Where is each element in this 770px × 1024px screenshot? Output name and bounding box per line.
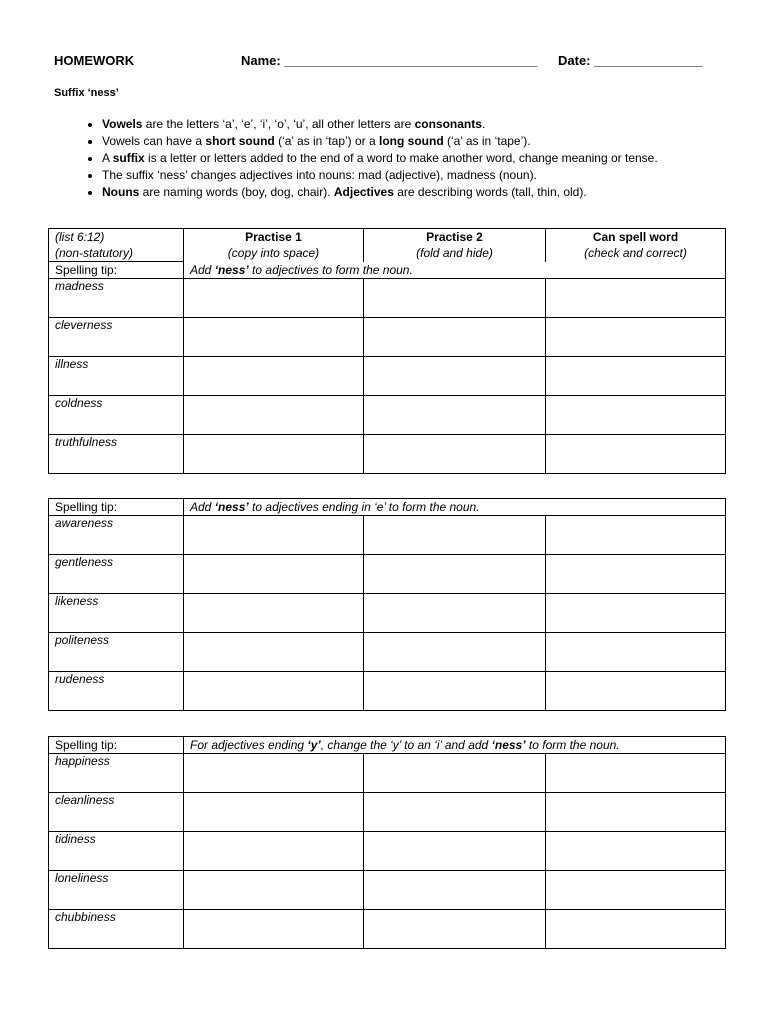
practise-2-box[interactable] xyxy=(364,555,546,594)
practise-1-box[interactable] xyxy=(184,633,364,672)
can-spell-box[interactable] xyxy=(546,516,726,555)
page-subtitle: Suffix ‘ness’ xyxy=(54,87,119,99)
col-sub-practise-2: (fold and hide) xyxy=(364,245,546,262)
spelling-word: truthfulness xyxy=(49,435,184,474)
practise-2-box[interactable] xyxy=(364,279,546,318)
practise-1-box[interactable] xyxy=(184,357,364,396)
practise-1-box[interactable] xyxy=(184,318,364,357)
practise-1-box[interactable] xyxy=(184,793,364,832)
practise-2-box[interactable] xyxy=(364,754,546,793)
practise-2-box[interactable] xyxy=(364,871,546,910)
spelling-word: illness xyxy=(49,357,184,396)
practise-2-box[interactable] xyxy=(364,396,546,435)
word-row xyxy=(49,633,726,672)
practise-1-box[interactable] xyxy=(184,594,364,633)
can-spell-box[interactable] xyxy=(546,754,726,793)
word-row xyxy=(49,357,726,396)
can-spell-box[interactable] xyxy=(546,633,726,672)
practise-1-box[interactable] xyxy=(184,516,364,555)
word-row xyxy=(49,594,726,633)
col-sub-practise-1: (copy into space) xyxy=(184,245,364,262)
practise-1-box[interactable] xyxy=(184,279,364,318)
homework-title: HOMEWORK xyxy=(54,53,135,68)
can-spell-box[interactable] xyxy=(546,357,726,396)
can-spell-box[interactable] xyxy=(546,318,726,357)
spelling-word: cleverness xyxy=(49,318,184,357)
spelling-word: chubbiness xyxy=(49,910,184,949)
word-row xyxy=(49,793,726,832)
spelling-word: awareness xyxy=(49,516,184,555)
col-header-practise-2: Practise 2 xyxy=(364,229,546,246)
can-spell-box[interactable] xyxy=(546,396,726,435)
can-spell-box[interactable] xyxy=(546,279,726,318)
practise-2-box[interactable] xyxy=(364,672,546,711)
can-spell-box[interactable] xyxy=(546,672,726,711)
practise-1-box[interactable] xyxy=(184,754,364,793)
practise-1-box[interactable] xyxy=(184,435,364,474)
bold-term: ‘ness’ xyxy=(214,500,249,514)
spelling-tip-label: Spelling tip: xyxy=(49,262,184,279)
can-spell-box[interactable] xyxy=(546,910,726,949)
word-table-2 xyxy=(48,498,726,711)
can-spell-box[interactable] xyxy=(546,435,726,474)
spelling-tip-text: Add ‘ness’ to adjectives ending in ‘e’ to form the noun. xyxy=(184,499,726,516)
practise-2-box[interactable] xyxy=(364,435,546,474)
can-spell-box[interactable] xyxy=(546,594,726,633)
practise-1-box[interactable] xyxy=(184,396,364,435)
col-header-can-spell: Can spell word xyxy=(546,229,726,246)
name-field[interactable]: Name: ___________________________________ xyxy=(241,53,538,68)
practise-2-box[interactable] xyxy=(364,910,546,949)
bold-term: short sound xyxy=(205,134,275,148)
word-row xyxy=(49,910,726,949)
practise-2-box[interactable] xyxy=(364,594,546,633)
bold-term: Nouns xyxy=(102,185,140,199)
practise-1-box[interactable] xyxy=(184,910,364,949)
word-row xyxy=(49,435,726,474)
word-table-3 xyxy=(48,736,726,949)
spelling-word: madness xyxy=(49,279,184,318)
note-item: • A suffix is a letter or letters added to the end of a word to make another word, change meaning or tense. xyxy=(102,150,752,167)
spelling-word: loneliness xyxy=(49,871,184,910)
bold-term: Vowels xyxy=(102,117,143,131)
list-label: (list 6:12) xyxy=(49,229,184,246)
note-item: • Nouns are naming words (boy, dog, chair). Adjectives are describing words (tall, thin, old). xyxy=(102,184,752,201)
word-row xyxy=(49,516,726,555)
bold-term: ‘ness’ xyxy=(491,738,526,752)
bold-term: long sound xyxy=(379,134,444,148)
practise-2-box[interactable] xyxy=(364,793,546,832)
col-sub-can-spell: (check and correct) xyxy=(546,245,726,262)
practise-2-box[interactable] xyxy=(364,516,546,555)
spelling-word: politeness xyxy=(49,633,184,672)
spelling-tip-label: Spelling tip: xyxy=(49,499,184,516)
practise-1-box[interactable] xyxy=(184,672,364,711)
word-row xyxy=(49,832,726,871)
word-row xyxy=(49,555,726,594)
word-row xyxy=(49,396,726,435)
spelling-word: likeness xyxy=(49,594,184,633)
bold-term: ‘ness’ xyxy=(214,262,249,277)
notes-list xyxy=(80,116,752,201)
practise-2-box[interactable] xyxy=(364,832,546,871)
spelling-tip-text: For adjectives ending ‘y’, change the ‘y’ to an ‘i’ and add ‘ness’ to form the noun. xyxy=(184,737,726,754)
bold-term: consonants xyxy=(414,117,482,131)
non-statutory-label: (non-statutory) xyxy=(49,245,184,262)
spelling-word: cleanliness xyxy=(49,793,184,832)
spelling-tip-label: Spelling tip: xyxy=(49,737,184,754)
worksheet-header xyxy=(54,53,730,71)
bold-term: suffix xyxy=(112,151,145,165)
practise-2-box[interactable] xyxy=(364,318,546,357)
can-spell-box[interactable] xyxy=(546,793,726,832)
spelling-word: gentleness xyxy=(49,555,184,594)
note-item: • The suffix ‘ness’ changes adjectives into nouns: mad (adjective), madness (noun). xyxy=(102,167,752,184)
bold-term: ‘y’ xyxy=(307,738,321,752)
spelling-word: happiness xyxy=(49,754,184,793)
practise-2-box[interactable] xyxy=(364,357,546,396)
spelling-word: coldness xyxy=(49,396,184,435)
col-header-practise-1: Practise 1 xyxy=(184,229,364,246)
practise-2-box[interactable] xyxy=(364,633,546,672)
practise-1-box[interactable] xyxy=(184,555,364,594)
word-row xyxy=(49,871,726,910)
date-field[interactable]: Date: _______________ xyxy=(558,53,703,68)
practise-1-box[interactable] xyxy=(184,832,364,871)
can-spell-box[interactable] xyxy=(546,555,726,594)
spelling-word: tidiness xyxy=(49,832,184,871)
spelling-tip-text: Add ‘ness’ to adjectives to form the noun. xyxy=(184,262,726,279)
note-item: • Vowels can have a short sound (‘a’ as in ‘tap’) or a long sound (‘a’ as in ‘tape’). xyxy=(102,133,752,150)
spelling-word: rudeness xyxy=(49,672,184,711)
word-row xyxy=(49,279,726,318)
can-spell-box[interactable] xyxy=(546,832,726,871)
can-spell-box[interactable] xyxy=(546,871,726,910)
note-item: • Vowels are the letters ‘a’, ‘e’, ‘i’, ‘o’, ‘u’, all other letters are consonants. xyxy=(102,116,752,133)
bold-term: Adjectives xyxy=(333,185,394,199)
word-table-1 xyxy=(48,228,726,474)
practise-1-box[interactable] xyxy=(184,871,364,910)
word-row xyxy=(49,318,726,357)
word-row xyxy=(49,672,726,711)
word-row xyxy=(49,754,726,793)
